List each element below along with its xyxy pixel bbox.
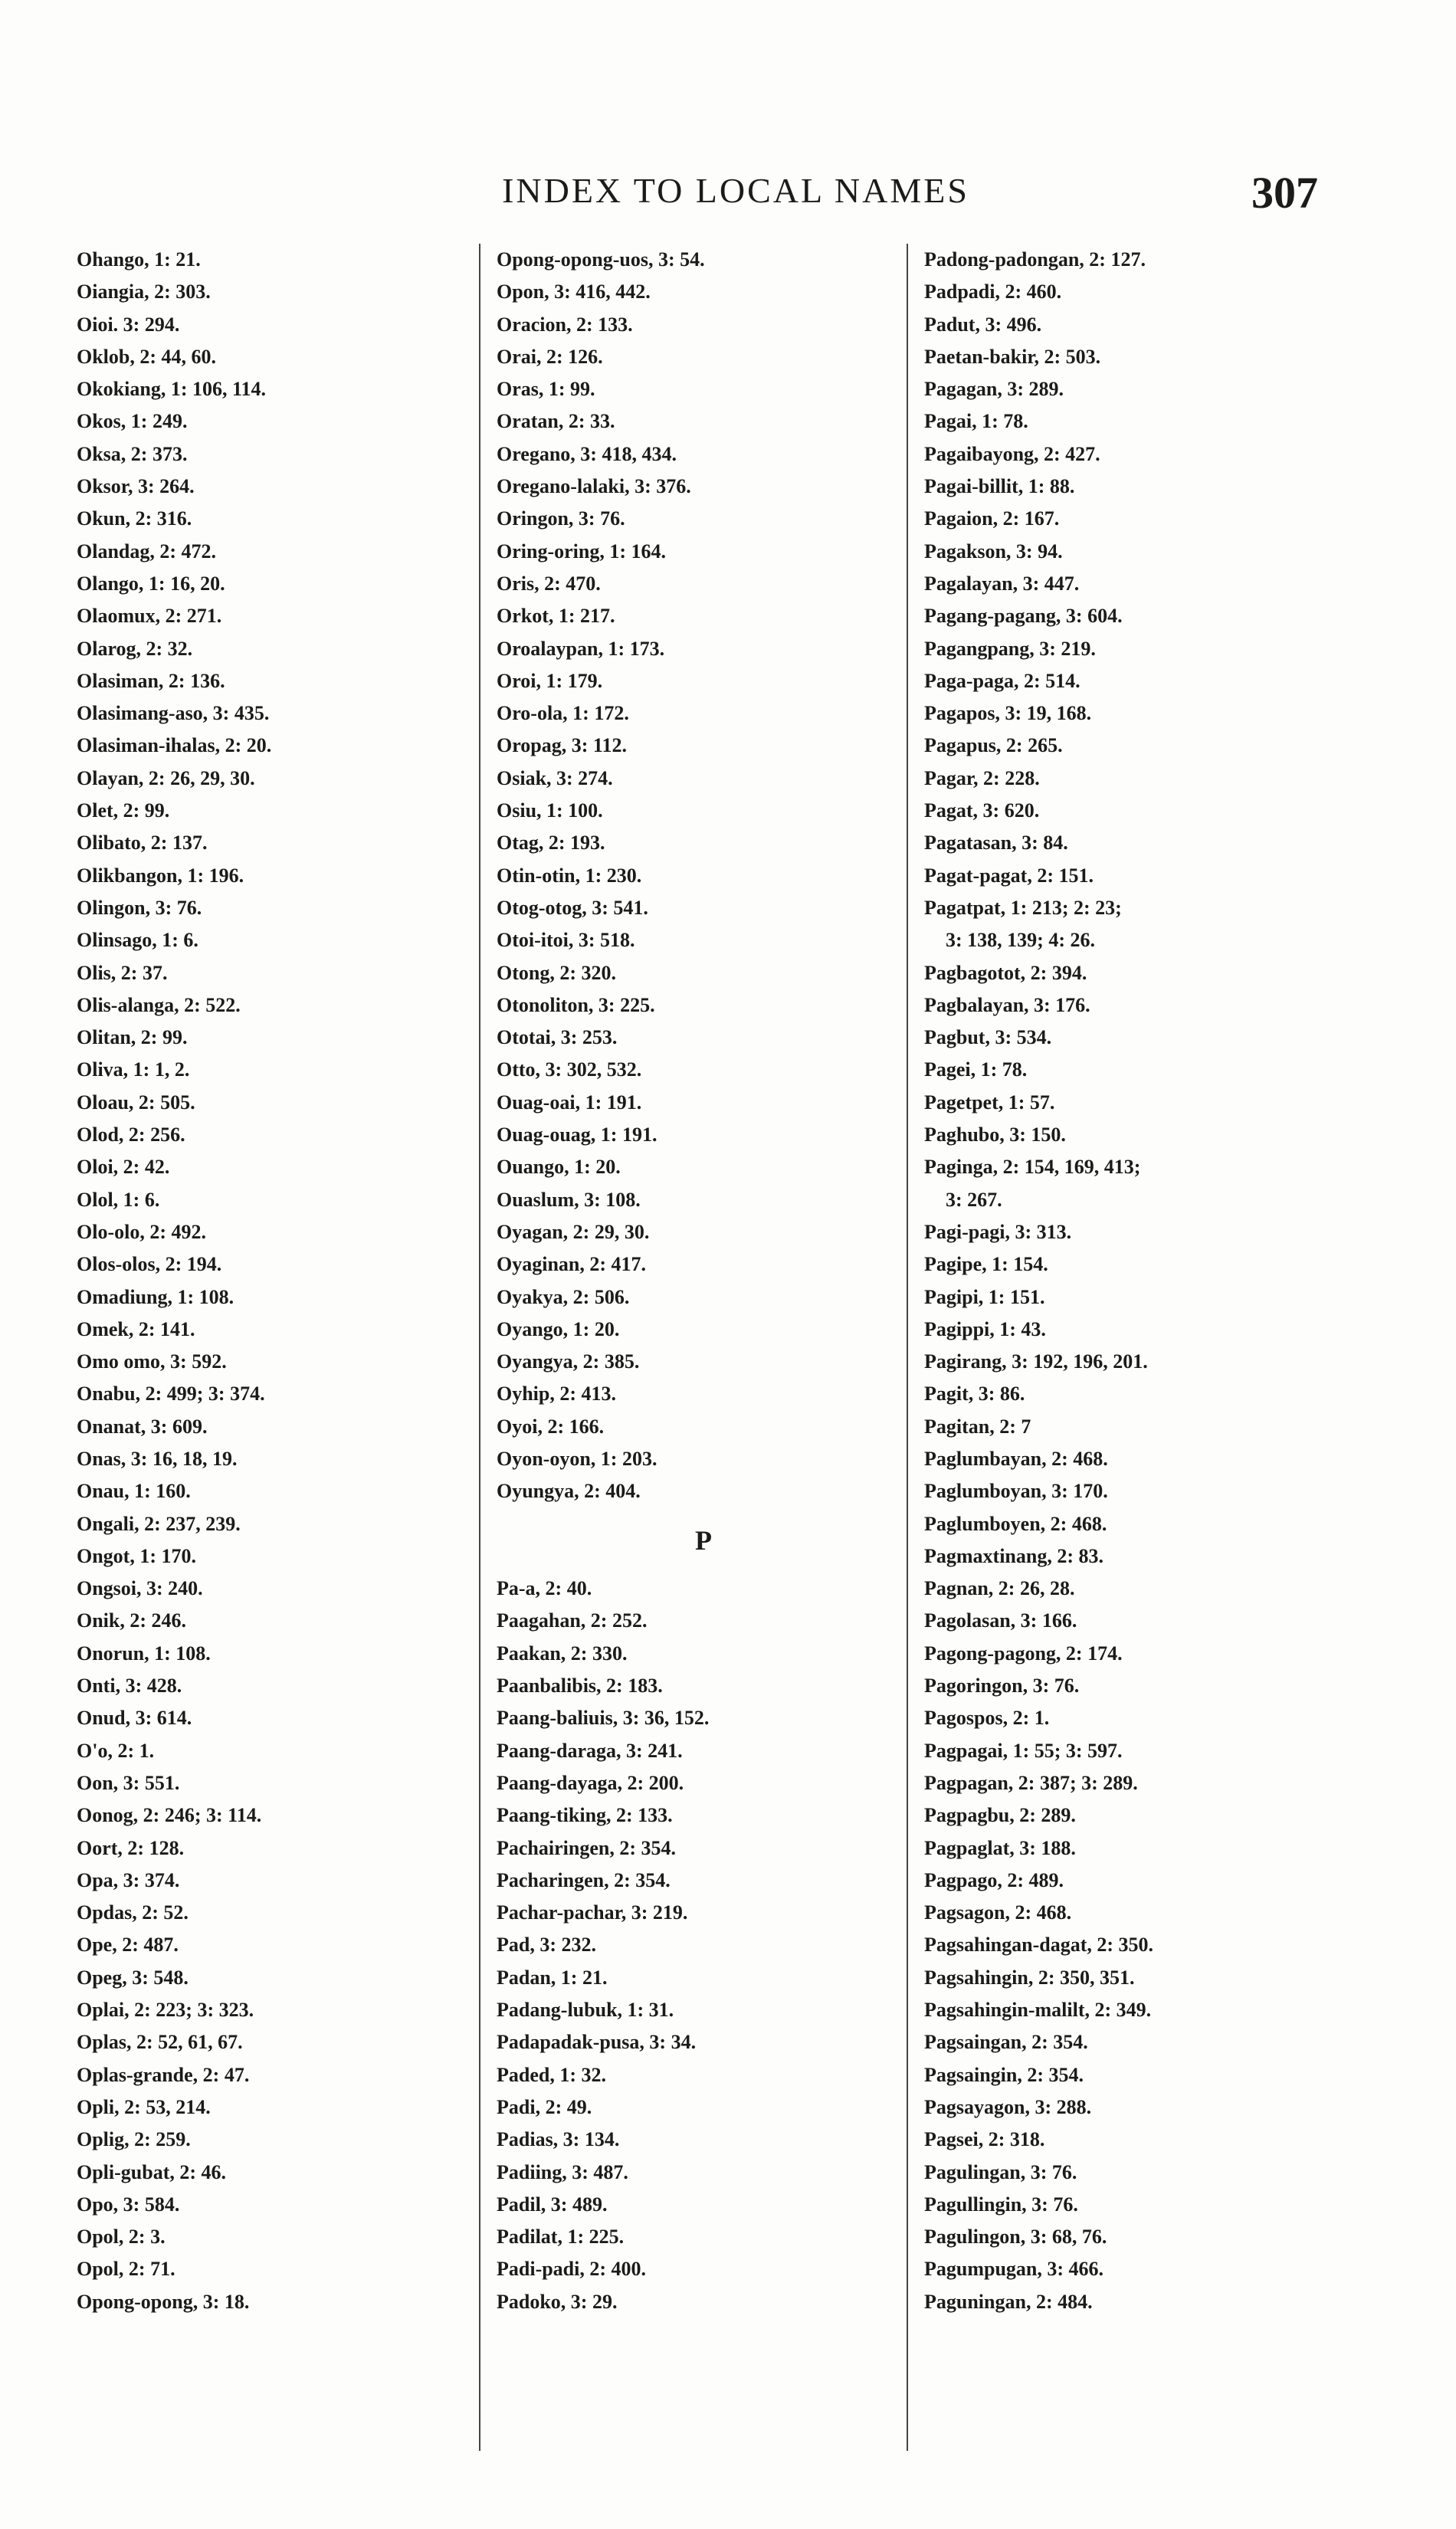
index-entry: Opong-opong, 3: 18. — [77, 2290, 250, 2313]
index-entry: Pagsayagon, 3: 288. — [924, 2095, 1092, 2118]
index-entry: Olarog, 2: 32. — [77, 637, 193, 660]
index-entry: Onik, 2: 246. — [77, 1609, 187, 1632]
index-entry: Otong, 2: 320. — [497, 961, 616, 984]
index-entry: Paglumbayan, 2: 468. — [924, 1447, 1108, 1470]
index-entry: Onti, 3: 428. — [77, 1675, 182, 1697]
index-entry: Opdas, 2: 52. — [77, 1901, 189, 1924]
index-entry: Pagapos, 3: 19, 168. — [924, 702, 1092, 725]
index-column-1 — [77, 244, 490, 2318]
index-entry: Pagpagan, 2: 387; 3: 289. — [924, 1771, 1138, 1794]
index-entry: Pagulingan, 3: 76. — [924, 2160, 1077, 2183]
running-title: INDEX TO LOCAL NAMES — [502, 171, 969, 210]
index-entry: Osiu, 1: 100. — [497, 799, 603, 822]
index-entry: Pagnan, 2: 26, 28. — [924, 1577, 1075, 1600]
index-column-2 — [497, 244, 910, 2318]
index-entry: Oloau, 2: 505. — [77, 1091, 195, 1114]
index-entry: Onanat, 3: 609. — [77, 1415, 208, 1438]
index-entry: Pagatpat, 1: 213; 2: 23; — [924, 896, 1122, 919]
index-entry: Ouaslum, 3: 108. — [497, 1188, 641, 1211]
index-entry: Pagbut, 3: 534. — [924, 1026, 1052, 1049]
index-entry: Oropag, 3: 112. — [497, 734, 627, 757]
index-entry: Pagong-pagong, 2: 174. — [924, 1642, 1123, 1665]
index-entry: Paglumboyan, 3: 170. — [924, 1480, 1108, 1503]
index-entry: O'o, 2: 1. — [77, 1739, 155, 1762]
index-entry: Oro-ola, 1: 172. — [497, 702, 629, 725]
index-entry: Olasiman-ihalas, 2: 20. — [77, 734, 272, 757]
index-entry: Paang-tiking, 2: 133. — [497, 1804, 673, 1827]
index-entry: Olos-olos, 2: 194. — [77, 1253, 222, 1276]
index-entry: Oksa, 2: 373. — [77, 442, 188, 465]
index-entry: Oracion, 2: 133. — [497, 313, 633, 336]
index-entry: Pagagan, 3: 289. — [924, 378, 1064, 401]
index-entry: Opa, 3: 374. — [77, 1868, 180, 1891]
index-entry: Olitan, 2: 99. — [77, 1026, 188, 1049]
index-entry: Ongsoi, 3: 240. — [77, 1577, 203, 1600]
index-entry: Oyungya, 2: 404. — [497, 1480, 641, 1503]
index-entry: Oplas-grande, 2: 47. — [77, 2063, 250, 2086]
index-entry: Oyoi, 2: 166. — [497, 1415, 605, 1438]
index-entry: Oonog, 2: 246; 3: 114. — [77, 1804, 262, 1827]
index-entry: Oregano, 3: 418, 434. — [497, 442, 677, 465]
index-entry: Pagapus, 2: 265. — [924, 734, 1063, 757]
index-entry: Paghubo, 3: 150. — [924, 1123, 1066, 1146]
index-entry: Oratan, 2: 33. — [497, 410, 615, 433]
index-entry: Osiak, 3: 274. — [497, 766, 613, 789]
index-entry: Pagoringon, 3: 76. — [924, 1675, 1080, 1697]
index-entry: Padi, 2: 49. — [497, 2095, 592, 2118]
index-entry: Okokiang, 1: 106, 114. — [77, 378, 267, 401]
index-entry: Pagpagbu, 2: 289. — [924, 1804, 1076, 1827]
index-entry: Pagsei, 2: 318. — [924, 2128, 1045, 2151]
index-entry: Paetan-bakir, 2: 503. — [924, 345, 1101, 368]
index-entry: Oplas, 2: 52, 61, 67. — [77, 2031, 243, 2054]
index-entry: Oringon, 3: 76. — [497, 507, 625, 530]
index-entry: Pagospos, 2: 1. — [924, 1707, 1050, 1730]
index-entry: Padi-padi, 2: 400. — [497, 2258, 647, 2281]
index-entry: Oyagan, 2: 29, 30. — [497, 1220, 650, 1243]
index-entry: Onud, 3: 614. — [77, 1707, 192, 1730]
index-entry: Padiing, 3: 487. — [497, 2160, 628, 2183]
index-entry: Pagaibayong, 2: 427. — [924, 442, 1100, 465]
index-entry: Pagippi, 1: 43. — [924, 1317, 1046, 1340]
index-entry: Ongot, 1: 170. — [77, 1544, 196, 1567]
index-entry: Omadiung, 1: 108. — [77, 1285, 234, 1308]
index-entry: Pagsahingin-malilt, 2: 349. — [924, 1999, 1152, 2022]
index-entry: Pagetpet, 1: 57. — [924, 1091, 1055, 1114]
index-entry: Pagolasan, 3: 166. — [924, 1609, 1077, 1632]
index-entry-continuation: 3: 138, 139; 4: 26. — [946, 929, 1095, 952]
index-entry: Opo, 3: 584. — [77, 2193, 180, 2216]
index-entry: Oplai, 2: 223; 3: 323. — [77, 1999, 254, 2022]
index-entry: Pagangpang, 3: 219. — [924, 637, 1096, 660]
index-entry: Pagaion, 2: 167. — [924, 507, 1060, 530]
index-entry: Pad, 3: 232. — [497, 1934, 596, 1957]
index-entry: Oris, 2: 470. — [497, 572, 601, 595]
index-entry: Pagpago, 2: 489. — [924, 1868, 1064, 1891]
index-entry: Olo-olo, 2: 492. — [77, 1220, 206, 1243]
index-entry: Oksor, 3: 264. — [77, 475, 195, 498]
index-entry: Oyhip, 2: 413. — [497, 1383, 617, 1406]
index-entry: Pagsagon, 2: 468. — [924, 1901, 1072, 1924]
index-entry: Pagulingon, 3: 68, 76. — [924, 2226, 1107, 2249]
index-entry: Pagang-pagang, 3: 604. — [924, 605, 1123, 628]
index-column-3 — [924, 244, 1353, 2318]
index-entry: Opol, 2: 71. — [77, 2258, 175, 2281]
index-entry: Pagakson, 3: 94. — [924, 540, 1063, 563]
index-entry: Padut, 3: 496. — [924, 313, 1042, 336]
index-entry: Pagsaingan, 2: 354. — [924, 2031, 1088, 2054]
index-entry: Onabu, 2: 499; 3: 374. — [77, 1383, 265, 1406]
index-entry: Pagai-billit, 1: 88. — [924, 475, 1075, 498]
index-entry: Pagat, 3: 620. — [924, 799, 1040, 822]
index-entry: Oplig, 2: 259. — [77, 2128, 191, 2151]
index-entry: Paginga, 2: 154, 169, 413; — [924, 1156, 1141, 1179]
index-entry: Pachar-pachar, 3: 219. — [497, 1901, 688, 1924]
index-entry: Okos, 1: 249. — [77, 410, 188, 433]
index-entry: Padpadi, 2: 460. — [924, 280, 1062, 303]
index-entry: Orai, 2: 126. — [497, 345, 603, 368]
index-entry: Onas, 3: 16, 18, 19. — [77, 1447, 238, 1470]
index-entry: Olikbangon, 1: 196. — [77, 864, 244, 887]
index-entry: Olis-alanga, 2: 522. — [77, 993, 241, 1016]
index-entry: Ongali, 2: 237, 239. — [77, 1512, 241, 1535]
index-entry: Olasiman, 2: 136. — [77, 669, 225, 692]
index-entry: Ototai, 3: 253. — [497, 1026, 618, 1049]
index-entry: Pagsahingan-dagat, 2: 350. — [924, 1934, 1154, 1957]
index-entry: Padoko, 3: 29. — [497, 2290, 618, 2313]
index-entry: Pa-a, 2: 40. — [497, 1577, 592, 1600]
index-entry: Padang-lubuk, 1: 31. — [497, 1999, 674, 2022]
index-entry: Pagitan, 2: 7 — [924, 1415, 1031, 1438]
index-entry: Pagsahingin, 2: 350, 351. — [924, 1966, 1135, 1989]
index-entry: Olol, 1: 6. — [77, 1188, 160, 1211]
index-entry: Pagbagotot, 2: 394. — [924, 961, 1087, 984]
index-entry: Oras, 1: 99. — [497, 378, 595, 401]
index-entry: Paded, 1: 32. — [497, 2063, 606, 2086]
index-entry: Pagipi, 1: 151. — [924, 1285, 1045, 1308]
index-entry: Ope, 2: 487. — [77, 1934, 179, 1957]
index-entry: Opol, 2: 3. — [77, 2226, 166, 2249]
index-entry: Olod, 2: 256. — [77, 1123, 185, 1146]
index-entry: Padan, 1: 21. — [497, 1966, 608, 1989]
index-entry: Paglumboyen, 2: 468. — [924, 1512, 1107, 1535]
index-entry: Opeg, 3: 548. — [77, 1966, 189, 1989]
index-entry: Olayan, 2: 26, 29, 30. — [77, 766, 255, 789]
index-entry: Paang-baliuis, 3: 36, 152. — [497, 1707, 710, 1730]
index-entry: Pagalayan, 3: 447. — [924, 572, 1080, 595]
index-entry: Onau, 1: 160. — [77, 1480, 191, 1503]
section-letter-heading: P — [695, 1524, 712, 1556]
index-entry: Paang-daraga, 3: 241. — [497, 1739, 683, 1762]
index-entry: Ouag-oai, 1: 191. — [497, 1091, 642, 1114]
index-entry: Oyangya, 2: 385. — [497, 1350, 640, 1373]
index-entry: Pagsaingin, 2: 354. — [924, 2063, 1084, 2086]
index-entry: Otog-otog, 3: 541. — [497, 896, 648, 919]
index-entry: Oregano-lalaki, 3: 376. — [497, 475, 691, 498]
index-entry: Opli-gubat, 2: 46. — [77, 2160, 227, 2183]
index-entry: Olaomux, 2: 271. — [77, 605, 222, 628]
index-entry-continuation: 3: 267. — [946, 1188, 1002, 1211]
index-entry: Oort, 2: 128. — [77, 1836, 185, 1859]
index-entry: Olingon, 3: 76. — [77, 896, 202, 919]
index-entry: Omo omo, 3: 592. — [77, 1350, 227, 1373]
index-entry: Pagpagai, 1: 55; 3: 597. — [924, 1739, 1123, 1762]
index-entry: Olet, 2: 99. — [77, 799, 170, 822]
index-entry: Pagit, 3: 86. — [924, 1383, 1025, 1406]
index-entry: Oloi, 2: 42. — [77, 1156, 170, 1179]
index-entry: Pagullingin, 3: 76. — [924, 2193, 1078, 2216]
index-entry: Otag, 2: 193. — [497, 832, 605, 854]
index-entry: Oon, 3: 551. — [77, 1771, 180, 1794]
index-entry: Pagumpugan, 3: 466. — [924, 2258, 1104, 2281]
index-entry: Oyango, 1: 20. — [497, 1317, 620, 1340]
index-entry: Paguningan, 2: 484. — [924, 2290, 1093, 2313]
index-entry: Padong-padongan, 2: 127. — [924, 248, 1146, 271]
index-entry: Pagi-pagi, 3: 313. — [924, 1220, 1072, 1243]
index-entry: Onorun, 1: 108. — [77, 1642, 211, 1665]
index-entry: Opong-opong-uos, 3: 54. — [497, 248, 705, 271]
index-entry: Opli, 2: 53, 214. — [77, 2095, 211, 2118]
index-entry: Oroalaypan, 1: 173. — [497, 637, 665, 660]
index-entry: Oklob, 2: 44, 60. — [77, 345, 217, 368]
index-entry: Paagahan, 2: 252. — [497, 1609, 648, 1632]
index-entry: Olandag, 2: 472. — [77, 540, 217, 563]
index-entry: Pagat-pagat, 2: 151. — [924, 864, 1094, 887]
index-entry: Olango, 1: 16, 20. — [77, 572, 225, 595]
index-entry: Ohango, 1: 21. — [77, 248, 201, 271]
index-entry: Pagar, 2: 228. — [924, 766, 1040, 789]
index-entry: Ouango, 1: 20. — [497, 1156, 621, 1179]
index-entry: Oyakya, 2: 506. — [497, 1285, 630, 1308]
index-entry: Padil, 3: 489. — [497, 2193, 608, 2216]
index-entry: Omek, 2: 141. — [77, 1317, 195, 1340]
index-entry: Otoi-itoi, 3: 518. — [497, 929, 635, 952]
page-number: 307 — [1251, 168, 1318, 218]
index-entry: Pagipe, 1: 154. — [924, 1253, 1048, 1276]
index-entry: Padias, 3: 134. — [497, 2128, 620, 2151]
index-entry: Pachairingen, 2: 354. — [497, 1836, 676, 1859]
index-entry: Padapadak-pusa, 3: 34. — [497, 2031, 697, 2054]
index-entry: Olinsago, 1: 6. — [77, 929, 198, 952]
index-entry: Oyon-oyon, 1: 203. — [497, 1447, 657, 1470]
index-entry: Opon, 3: 416, 442. — [497, 280, 651, 303]
index-entry: Pagei, 1: 78. — [924, 1058, 1028, 1081]
index-entry: Otto, 3: 302, 532. — [497, 1058, 642, 1081]
index-entry: Oliva, 1: 1, 2. — [77, 1058, 190, 1081]
index-entry: Pagatasan, 3: 84. — [924, 832, 1068, 854]
index-entry: Pagbalayan, 3: 176. — [924, 993, 1090, 1016]
index-entry: Okun, 2: 316. — [77, 507, 192, 530]
index-entry: Pagirang, 3: 192, 196, 201. — [924, 1350, 1148, 1373]
index-entry: Paang-dayaga, 2: 200. — [497, 1771, 684, 1794]
index-entry: Olibato, 2: 137. — [77, 832, 208, 854]
index-entry: Oioi. 3: 294. — [77, 313, 180, 336]
index-entry: Otin-otin, 1: 230. — [497, 864, 642, 887]
index-entry: Paanbalibis, 2: 183. — [497, 1675, 663, 1697]
index-entry: Oring-oring, 1: 164. — [497, 540, 666, 563]
index-entry: Olis, 2: 37. — [77, 961, 168, 984]
index-entry: Otonoliton, 3: 225. — [497, 993, 655, 1016]
index-entry: Oiangia, 2: 303. — [77, 280, 211, 303]
index-entry: Pacharingen, 2: 354. — [497, 1868, 671, 1891]
index-entry: Ouag-ouag, 1: 191. — [497, 1123, 657, 1146]
index-entry: Pagai, 1: 78. — [924, 410, 1028, 433]
index-entry: Orkot, 1: 217. — [497, 605, 615, 628]
index-entry: Paga-paga, 2: 514. — [924, 669, 1081, 692]
index-entry: Pagpaglat, 3: 188. — [924, 1836, 1076, 1859]
index-entry: Oroi, 1: 179. — [497, 669, 603, 692]
index-entry: Pagmaxtinang, 2: 83. — [924, 1544, 1103, 1567]
index-entry: Paakan, 2: 330. — [497, 1642, 628, 1665]
index-entry: Padilat, 1: 225. — [497, 2226, 625, 2249]
index-entry: Olasimang-aso, 3: 435. — [77, 702, 270, 725]
index-entry: Oyaginan, 2: 417. — [497, 1253, 647, 1276]
